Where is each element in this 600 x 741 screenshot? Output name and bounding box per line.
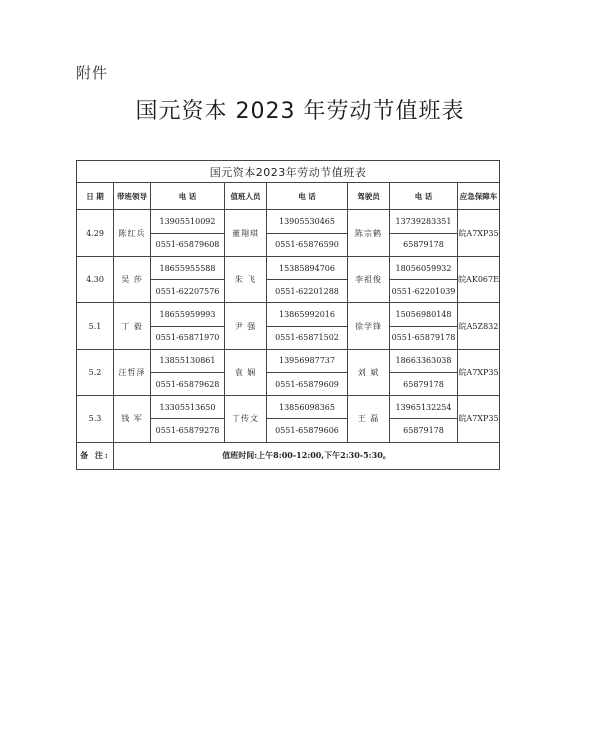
date-cell: 5.3 [77,396,114,442]
table-row [77,396,500,419]
header-driver-phone: 电 话 [390,183,458,210]
leader-name: 汪哲泽 [114,349,151,395]
staff-landline: 0551-65871502 [267,326,348,349]
duty-schedule-table [76,160,500,470]
leader-landline: 0551-65879608 [151,233,225,256]
driver-landline: 0551-65879178 [390,326,458,349]
leader-landline: 0551-65879278 [151,419,225,442]
staff-mobile: 13856098365 [267,396,348,419]
leader-name: 钱 军 [114,396,151,442]
table-row [77,303,500,326]
staff-landline: 0551-65879606 [267,419,348,442]
header-driver: 驾驶员 [348,183,390,210]
staff-mobile: 13905530465 [267,210,348,233]
table-row [77,210,500,233]
staff-name: 朱 飞 [225,256,267,302]
emergency-car-plate: 皖A7XP35 [458,396,500,442]
driver-name: 李祖俊 [348,256,390,302]
staff-name: 尹 强 [225,303,267,349]
header-leader: 带班领导 [114,183,151,210]
driver-mobile: 15056980148 [390,303,458,326]
header-leader-phone: 电 话 [151,183,225,210]
driver-name: 刘 斌 [348,349,390,395]
leader-landline: 0551-65879628 [151,372,225,395]
note-row [77,442,500,469]
staff-name: 袁 娴 [225,349,267,395]
staff-name: 丁传文 [225,396,267,442]
staff-mobile: 15385894706 [267,256,348,279]
driver-landline: 65879178 [390,372,458,395]
header-date: 日 期 [77,183,114,210]
staff-mobile: 13956987737 [267,349,348,372]
header-staff: 值班人员 [225,183,267,210]
emergency-car-plate: 皖A5Z832 [458,303,500,349]
leader-landline: 0551-62207576 [151,280,225,303]
driver-mobile: 18663363038 [390,349,458,372]
staff-landline: 0551-62201288 [267,280,348,303]
document-title: 国元资本 2023 年劳动节值班表 [135,99,465,124]
driver-name: 徐学锋 [348,303,390,349]
leader-name: 吴 莎 [114,256,151,302]
driver-mobile: 13739283351 [390,210,458,233]
header-staff-phone: 电 话 [267,183,348,210]
header-row [77,183,500,210]
table-title: 国元资本2023年劳动节值班表 [77,161,500,183]
driver-landline: 65879178 [390,419,458,442]
driver-name: 王 磊 [348,396,390,442]
date-cell: 4.29 [77,210,114,256]
staff-landline: 0551-65879609 [267,372,348,395]
emergency-car-plate: 皖A7XP35 [458,349,500,395]
staff-landline: 0551-65876590 [267,233,348,256]
driver-landline: 0551-62201039 [390,280,458,303]
staff-name: 董翔琪 [225,210,267,256]
emergency-car-plate: 皖AK067E [458,256,500,302]
table-row [77,256,500,279]
leader-mobile: 18655959993 [151,303,225,326]
leader-name: 丁 毅 [114,303,151,349]
driver-name: 陈宗鹤 [348,210,390,256]
duty-hours-note: 值班时间:上午8:00-12:00,下午2:30-5:30。 [114,442,500,469]
date-cell: 4.30 [77,256,114,302]
emergency-car-plate: 皖A7XP35 [458,210,500,256]
driver-mobile: 18056059932 [390,256,458,279]
driver-mobile: 13965132254 [390,396,458,419]
leader-mobile: 13905510092 [151,210,225,233]
leader-mobile: 13305513650 [151,396,225,419]
date-cell: 5.2 [77,349,114,395]
table-row [77,349,500,372]
attachment-label: 附件 [76,64,109,82]
header-car: 应急保障车 [458,183,500,210]
driver-landline: 65879178 [390,233,458,256]
date-cell: 5.1 [77,303,114,349]
table-title-row [77,161,500,183]
leader-mobile: 18655955588 [151,256,225,279]
staff-mobile: 13865992016 [267,303,348,326]
leader-mobile: 13855130861 [151,349,225,372]
note-label: 备 注: [77,442,114,469]
leader-name: 陈红兵 [114,210,151,256]
leader-landline: 0551-65871970 [151,326,225,349]
